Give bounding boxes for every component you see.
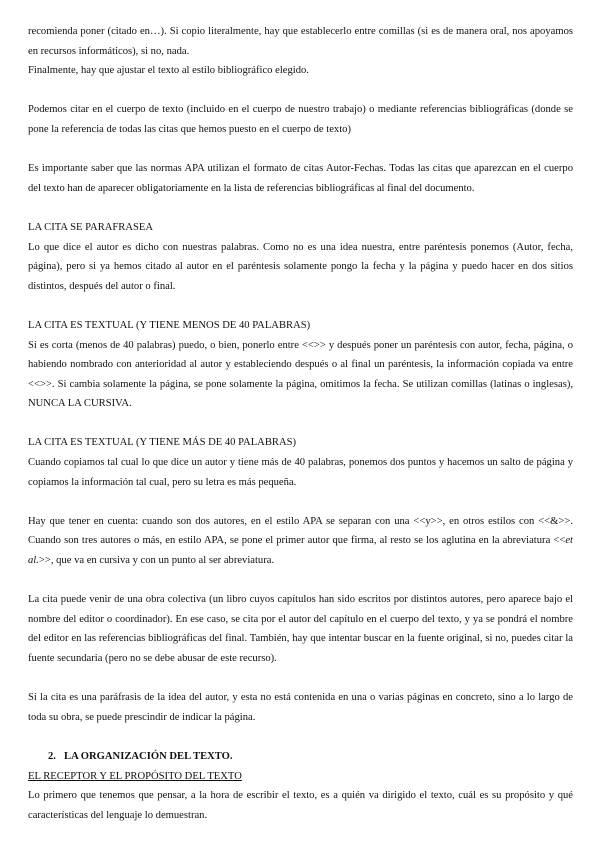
paragraph-autores-text-a: Hay que tener en cuenta: cuando son dos autores, en el estilo APA se separan con una <<y>>, en otros estilos con <<&>>. Cuando son tres autores o más, en estilo APA, se pone el primer autor que firma, al resto se los aglutina en la abreviatura << xyxy=(28,515,573,547)
paragraph-gap xyxy=(28,414,573,434)
subsection-heading: EL RECEPTOR Y EL PROPÓSITO DEL TEXTO xyxy=(28,770,242,782)
heading-textual-menos-40: LA CITA ES TEXTUAL (Y TIENE MENOS DE 40 PALABRAS) xyxy=(28,319,311,331)
paragraph-parafrasis-idea: Si la cita es una paráfrasis de la idea del autor, y esta no está contenida en una o varias páginas en concreto, sino a lo largo de toda su obra, se puede prescindir de indicar la página. xyxy=(28,692,573,723)
paragraph-textual-menos-40: Si es corta (menos de 40 palabras) puedo, o bien, ponerlo entre <<>> y después poner un paréntesis con autor, fecha, página, o habiendo nombrado con anterioridad al autor y estableciendo después o al final un paréntesis, la información copiada va entre <<>>. Si cambia solamente la página, se pone solamente la página, omitimos la fecha. Se utilizan comillas (latinas o inglesas), NUNCA LA CURSIVA. xyxy=(28,339,573,410)
paragraph-autores xyxy=(28,512,573,571)
paragraph-gap xyxy=(28,571,573,591)
paragraph-obra-colectiva: La cita puede venir de una obra colectiva (un libro cuyos capítulos han sido escritos por distintos autores, pero aparece bajo el nombre del editor o coordinador). En ese caso, se cita por el autor del capítulo en el cuerpo del texto, y ya se pondrá el nombre del editor en las referencias bibliográficas del final. También, hay que intentar buscar en la fuente original, si no, puedes citar la fuente secundaria (pero no se debe abusar de este recurso). xyxy=(28,594,573,664)
paragraph-normas-apa: Es importante saber que las normas APA utilizan el formato de citas Autor-Fechas. Todas las citas que aparezcan en el cuerpo del texto han de aparecer obligatoriamente en la lista de referencias bibliográficas al final del documento. xyxy=(28,163,573,194)
paragraph-gap xyxy=(28,727,573,747)
et-al-italic: et al. xyxy=(28,535,573,567)
section-heading xyxy=(28,747,573,767)
paragraph-parafrasea: Lo que dice el autor es dicho con nuestras palabras. Como no es una idea nuestra, entre paréntesis ponemos (Autor, fecha, página), pero si ya hemos citado al autor en el paréntesis solamente pongo la fecha y la página y puedo hacer en dos sitios distintos, después del autor o final. xyxy=(28,241,573,292)
paragraph-textual-mas-40: Cuando copiamos tal cual lo que dice un autor y tiene más de 40 palabras, ponemos dos puntos y hacemos un salto de página y copiamos la información tal cual, pero su letra es más pequeña. xyxy=(28,457,573,488)
paragraph-receptor: Lo primero que tenemos que pensar, a la hora de escribir el texto, es a quién va dirigido el texto, cuál es su propósito y qué características del lenguaje lo demuestran. xyxy=(28,790,573,821)
paragraph-gap xyxy=(28,140,573,160)
paragraph-cuerpo-de-texto: Podemos citar en el cuerpo de texto (incluido en el cuerpo de nuestro trabajo) o mediante referencias bibliográficas (donde se pone la referencia de todas las citas que hemos puesto en el cuerpo de texto) xyxy=(28,104,573,135)
paragraph-citado-en: recomienda poner (citado en…). Si copio literalmente, hay que establecerlo entre comillas (si es de manera oral, nos apoyamos en recursos informáticos), si no, nada. xyxy=(28,26,573,57)
paragraph-gap xyxy=(28,81,573,101)
section-title: LA ORGANIZACIÓN DEL TEXTO. xyxy=(64,750,233,762)
paragraph-gap xyxy=(28,669,573,689)
section-number: 2. xyxy=(48,750,56,762)
paragraph-gap xyxy=(28,198,573,218)
paragraph-estilo-bibliografico: Finalmente, hay que ajustar el texto al estilo bibliográfico elegido. xyxy=(28,65,309,77)
heading-textual-mas-40: LA CITA ES TEXTUAL (Y TIENE MÁS DE 40 PALABRAS) xyxy=(28,437,297,449)
paragraph-gap xyxy=(28,492,573,512)
paragraph-gap xyxy=(28,296,573,316)
document-page xyxy=(28,22,573,825)
heading-parafrasea: LA CITA SE PARAFRASEA xyxy=(28,221,154,233)
paragraph-autores-text-c: >>, que va en cursiva y con un punto al ser abreviatura. xyxy=(38,555,275,567)
